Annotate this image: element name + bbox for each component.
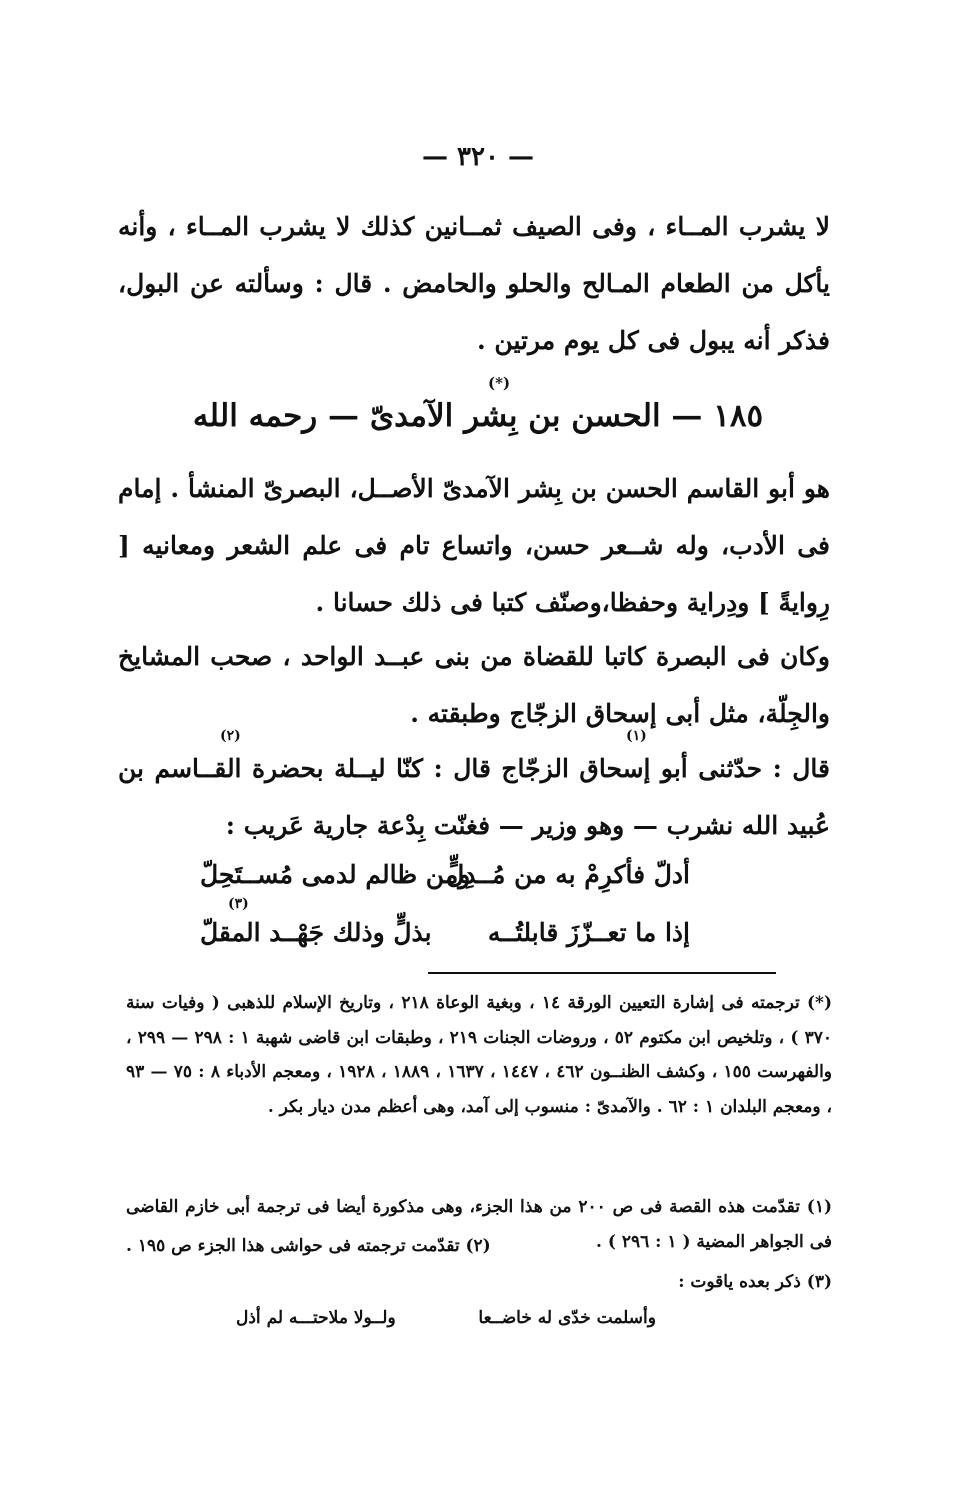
page-number: — ٣٢٠ —	[421, 142, 535, 172]
footnote-1: (١) تقدّمت هذه القصة فى ص ٢٠٠ من هذا الجزء، وهى مذكورة أيضا فى ترجمة أبى خازم القاضى فى الجواهر المضية ( ١ : ٢٩٦ ) .	[126, 1197, 832, 1252]
poem-hemistich: ومن ظالم لدمى مُســتَحِلّ	[200, 860, 471, 889]
intro-paragraph: لا يشرب المــاء ، وفى الصيف ثمــانين كذلك لا يشرب المــاء ، وأنه يأكل من الطعام المـالح والحلو والحامض . قال : وسألته عن البول، فذكر أنه يبول فى كل يوم مرتين .	[118, 212, 830, 355]
footnote-ref-2: (٢)	[220, 728, 241, 744]
footnote-2: (٢) تقدّمت ترجمته فى حواشى هذا الجزء ص ١٩٥ .	[126, 1236, 491, 1256]
narration-paragraph: قال : حدّثنى أبو إسحاق الزجّاج قال : كنّا ليــلة بحضرة القــاسم بن عُبيد الله نشرب — وهو وزير — فغنّت بِدْعة جارية عَريب :	[118, 754, 830, 840]
footnote-verse-first: وأسلمت خدّى له خاضــعا	[478, 1308, 656, 1328]
entry-paragraph: وكان فى البصرة كاتبا للقضاة من بنى عبــد الواحد ، صحب المشايخ والجِلّة، مثل أبى إسحاق الزجّاج وطبقته .	[118, 642, 830, 728]
footnote-ref-3: (٣)	[228, 896, 249, 912]
footnote-marker-star: (*)	[488, 374, 511, 392]
poem-hemistich: إذا ما تعــزّزَ قابلتُــه	[487, 918, 690, 947]
entry-title: ١٨٥ — الحسن بن بِشر الآمدىّ — رحمه الله	[192, 398, 764, 434]
footnote-separator	[428, 972, 776, 974]
poem-hemistich: أدلّ فأكرِمْ به من مُــدِلٍّ	[446, 860, 690, 889]
footnote-verse-second: ولــولا ملاحتـــه لم أذل	[236, 1308, 396, 1328]
poem-hemistich: بذلٍّ وذلك جَهْــد المقلّ	[200, 918, 432, 947]
footnote-star: (*) ترجمته فى إشارة التعيين الورقة ١٤ ، وبغية الوعاة ٢١٨ ، وتاريخ الإسلام للذهبى ( وفيات سنة ٣٧٠ ) ، وتلخيص ابن مكتوم ٥٢ ، وروضات الجنات ٢١٩ ، وطبقات ابن قاضى شهبة ١ : ٢٩٨ — ٢٩٩ ، والفهرست ١٥٥ ، وكشف الظنــون ٤٦٢ ، ١٤٤٧ ، ١٦٣٧ ، ١٨٨٩ ، ١٩٢٨ ، ومعجم الأدباء ٨ : ٧٥ — ٩٣ ، ومعجم البلدان ١ : ٦٢ . والآمدىّ : منسوب إلى آمد، وهى أعظم مدن ديار بكر .	[126, 993, 833, 1117]
entry-heading	[0, 374, 956, 434]
footnote-ref-1: (١)	[626, 728, 647, 744]
footnote-3: (٣) ذكر بعده ياقوت :	[678, 1272, 832, 1292]
entry-paragraph: هو أبو القاسم الحسن بن بِشر الآمدىّ الأصــل، البصرىّ المنشأ . إمام فى الأدب، وله شــعر حسن، واتساع تام فى علم الشعر ومعانيه [ رِوايةً ] ودِراية وحفظا،وصنّف كتبا فى ذلك حسانا .	[118, 474, 830, 617]
